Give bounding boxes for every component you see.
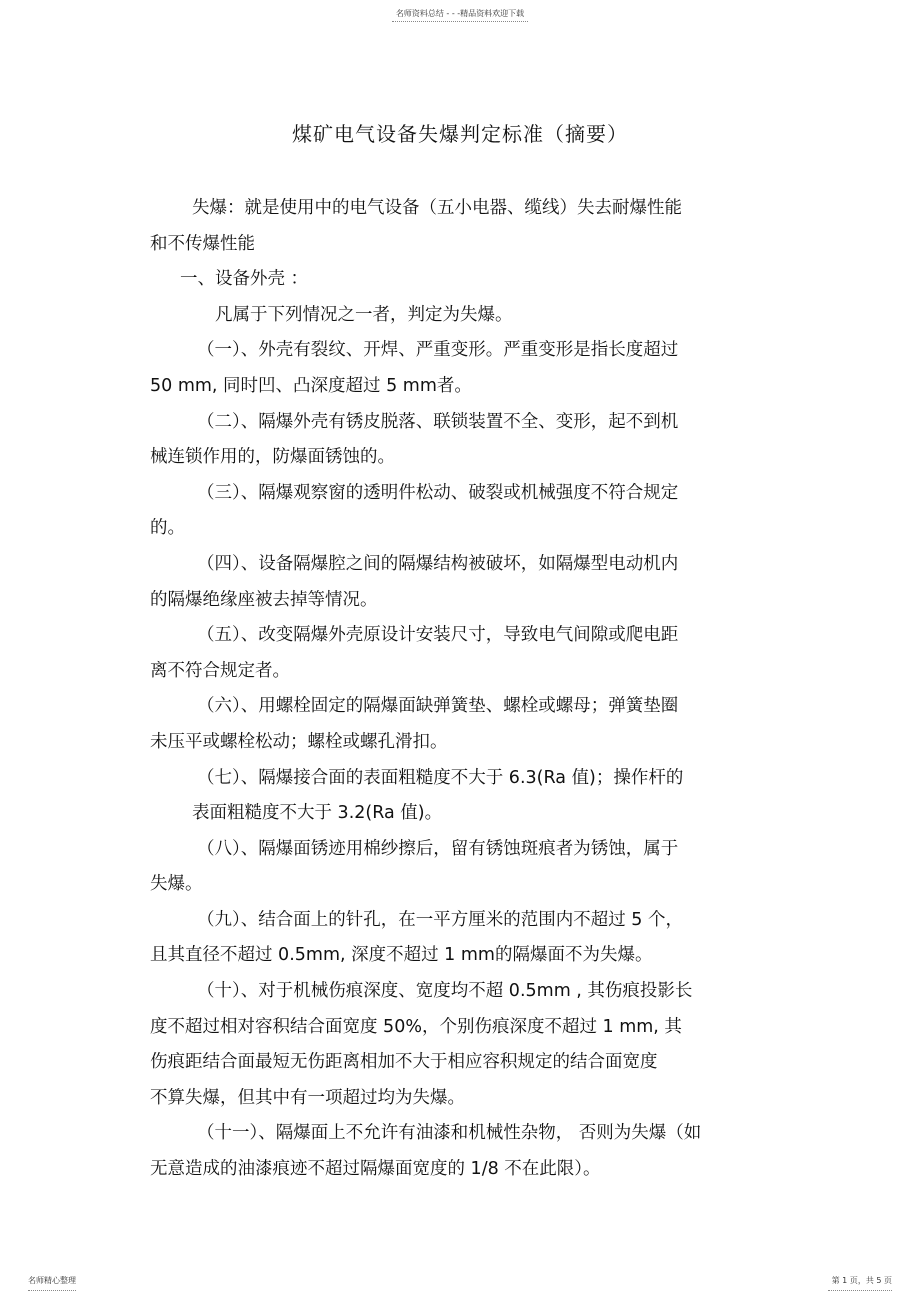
footer-left-dotted-rule	[28, 1290, 76, 1291]
text-line: 的隔爆绝缘座被去掉等情况。	[150, 589, 378, 610]
text-line: 失爆：就是使用中的电气设备（五小电器、缆线）失去耐爆性能	[192, 198, 682, 218]
text-line: 一、设备外壳 ：	[180, 269, 309, 290]
text-line: （六）、用螺栓固定的隔爆面缺弹簧垫、螺栓或螺母；弹簧垫圈	[197, 696, 679, 717]
text-line: （一）、外壳有裂纹、开焊、严重变形。严重变形是指长度超过	[197, 340, 679, 361]
text-line: 无意造成的油漆痕迹不超过隔爆面宽度的 1/8 不在此限）。	[150, 1159, 601, 1180]
text-line: （二）、隔爆外壳有锈皮脱落、联锁装置不全、变形，起不到机	[197, 411, 679, 432]
text-line: （七）、隔爆接合面的表面粗糙度不大于 6.3(Ra 值)；操作杆的	[197, 767, 684, 788]
text-line: （九）、结合面上的针孔，在一平方厘米的范围内不超过 5 个，	[197, 909, 684, 930]
text-line: （十一）、隔爆面上不允许有油漆和机械性杂物， 否则为失爆（如	[197, 1123, 702, 1144]
text-line: （五）、改变隔爆外壳原设计安装尺寸，导致电气间隙或爬电距	[197, 625, 679, 646]
text-line: 械连锁作用的，防爆面锈蚀的。	[150, 447, 395, 468]
page-header: 名师资料总结 - - -精品资料欢迎下载	[395, 9, 525, 18]
text-line: 离不符合规定者。	[150, 660, 290, 681]
text-line: 失爆。	[150, 874, 203, 895]
document-title: 煤矿电气设备失爆判定标准（摘要）	[292, 122, 628, 146]
text-line: 凡属于下列情况之一者，判定为失爆。	[215, 304, 513, 325]
text-line: （三）、隔爆观察窗的透明件松动、破裂或机械强度不符合规定	[197, 482, 679, 503]
footer-right-dotted-rule	[828, 1290, 892, 1291]
text-line: 不算失爆，但其中有一项超过均为失爆。	[150, 1087, 465, 1108]
text-line: 伤痕距结合面最短无伤距离相加不大于相应容积规定的结合面宽度	[150, 1052, 658, 1073]
text-line: 且其直径不超过 0.5mm, 深度不超过 1 mm的隔爆面不为失爆。	[150, 945, 653, 966]
text-line: （十）、对于机械伤痕深度、宽度均不超 0.5mm , 其伤痕投影长	[197, 981, 693, 1002]
text-line: （四）、设备隔爆腔之间的隔爆结构被破坏，如隔爆型电动机内	[197, 553, 679, 574]
text-line: 50 mm, 同时凹、凸深度超过 5 mm者。	[150, 375, 472, 396]
text-line: （八）、隔爆面锈迹用棉纱擦后，留有锈蚀斑痕者为锈蚀，属于	[197, 838, 679, 859]
text-line: 和不传爆性能	[150, 233, 255, 254]
header-dotted-rule	[392, 21, 528, 22]
text-line: 表面粗糙度不大于 3.2(Ra 值)。	[192, 803, 443, 824]
text-line: 度不超过相对容积结合面宽度 50%，个别伤痕深度不超过 1 mm, 其	[150, 1016, 682, 1037]
text-line: 未压平或螺栓松动；螺栓或螺孔滑扣。	[150, 731, 448, 752]
document-body	[150, 191, 790, 1188]
text-line: 的。	[150, 518, 185, 539]
footer-left-text: 名师精心整理	[28, 1276, 76, 1285]
page-number: 第 1 页，共 5 页	[831, 1276, 892, 1285]
